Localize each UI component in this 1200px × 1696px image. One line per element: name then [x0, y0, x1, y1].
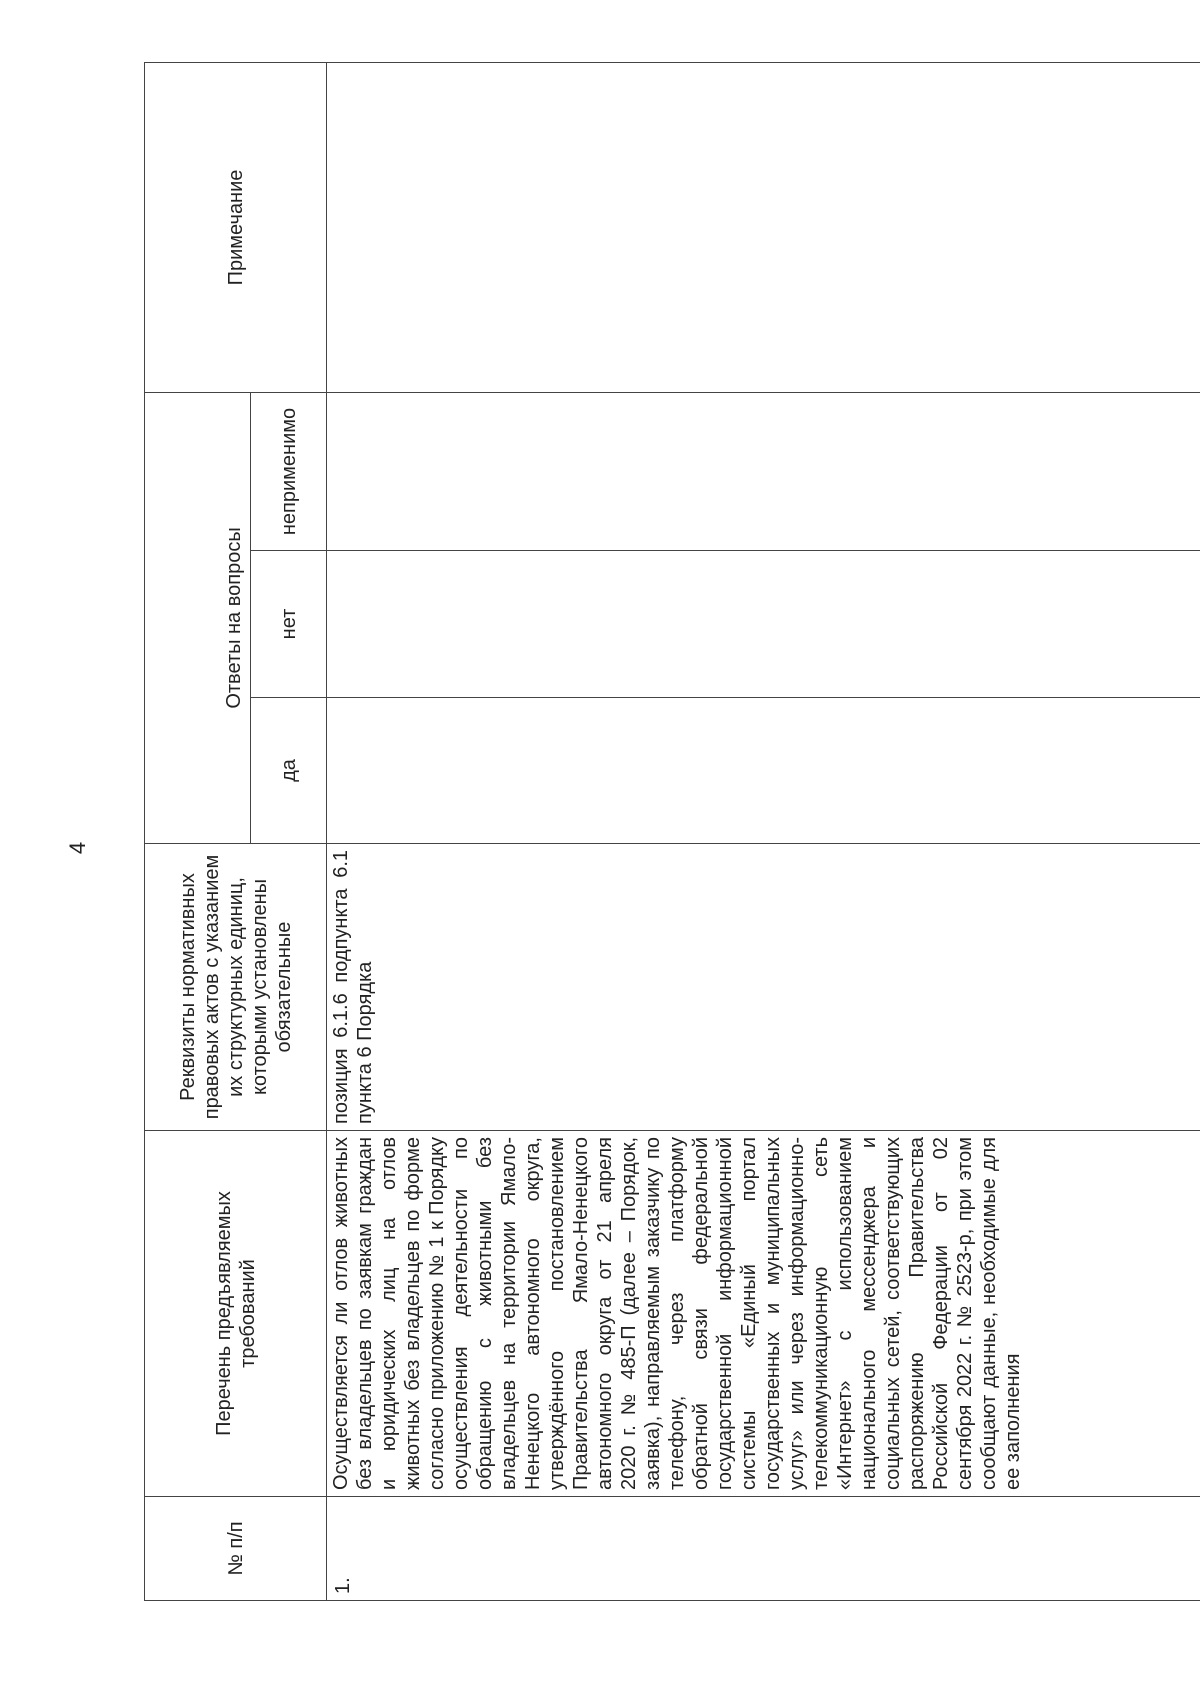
- answer-na-cell[interactable]: [327, 392, 1200, 550]
- header-answer-yes: да: [251, 698, 327, 844]
- header-note: Примечание: [145, 62, 327, 392]
- requisite-cell: позиция 6.1.6 подпункта 6.1 пункта 6 Порядка: [327, 844, 1200, 1131]
- answer-yes-cell[interactable]: [327, 698, 1200, 844]
- header-num: № п/п: [145, 1497, 327, 1601]
- requirement-cell: Осуществляется ли отлов животных без владельцев по заявкам граждан и юридических лиц на отлов животных без владельцев по форме согласно приложению № 1 к Порядку осуществления деятельности по обращению с животными без владельцев на территории Ямало-Ненецкого автономного округа, утверждённого постановлением Правительства Ямало-Ненецкого автономного округа от 21 апреля 2020 г. № 485-П (далее – Порядок, заявка), направляемым заказчику по телефону, через платформу обратной связи федеральной государственной информационной системы «Единый портал государственных и муниципальных услуг» или через информационно-телекоммуникационную сеть «Интернет» с использованием национального мессенджера и социальных сетей, соответствующих распоряжению Правительства Российской Федерации от 02 сентября 2022 г. № 2523-р, при этом сообщают данные, необходимые для ее заполнения: [327, 1131, 1200, 1497]
- table-row: [327, 62, 1200, 1600]
- page-number: 4: [65, 841, 90, 855]
- header-answers: Ответы на вопросы: [145, 392, 251, 843]
- header-answer-na: неприменимо: [251, 392, 327, 550]
- header-requirements: Перечень предъявляемых требований: [145, 1131, 327, 1497]
- header-requisites: Реквизиты нормативных правовых актов с указанием их структурных единиц, которыми установлены обязательные: [145, 844, 327, 1131]
- answer-no-cell[interactable]: [327, 551, 1200, 698]
- header-row: [145, 62, 251, 1600]
- requirements-table-sheet: [144, 63, 1200, 1601]
- requirements-table: [144, 62, 1200, 1601]
- row-num-cell: 1.: [327, 1497, 1200, 1601]
- note-cell[interactable]: [327, 62, 1200, 392]
- header-answer-no: нет: [251, 551, 327, 698]
